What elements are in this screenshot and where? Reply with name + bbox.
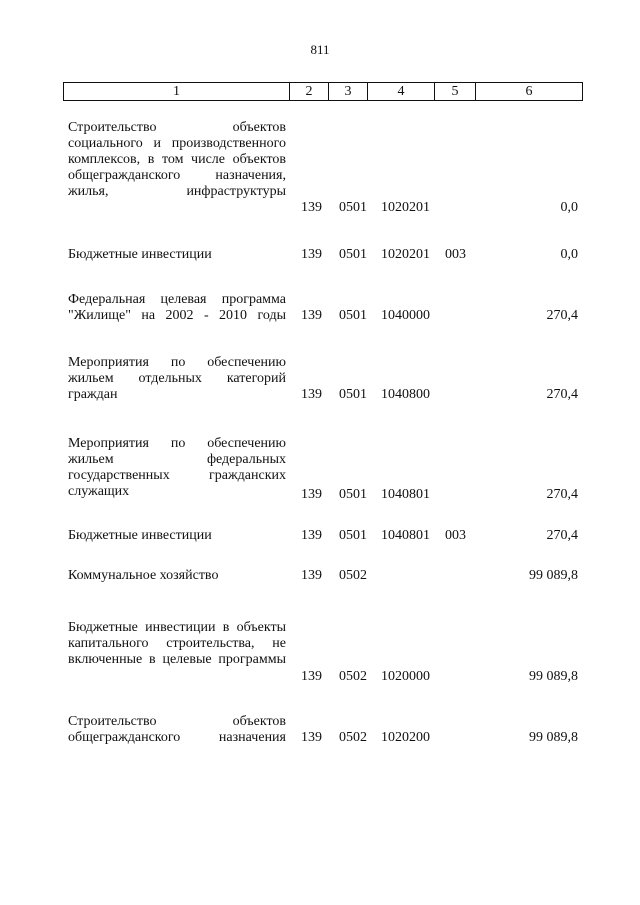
row-col-6: 99 089,8 bbox=[529, 730, 578, 745]
row-col-4: 1040801 bbox=[381, 487, 430, 502]
row-col-4: 1040801 bbox=[381, 528, 430, 543]
table-row bbox=[0, 528, 640, 544]
table-row bbox=[0, 436, 640, 500]
table-header bbox=[63, 82, 583, 101]
header-col-4: 4 bbox=[368, 83, 435, 101]
row-description: Коммунальное хозяйство bbox=[68, 568, 219, 583]
row-col-6: 99 089,8 bbox=[529, 669, 578, 684]
table-row bbox=[0, 247, 640, 263]
row-col-6: 270,4 bbox=[546, 487, 578, 502]
row-description: Строительство объектов общегражданского назначения bbox=[68, 714, 286, 745]
row-col-4: 1020201 bbox=[381, 247, 430, 262]
header-col-6: 6 bbox=[476, 83, 583, 101]
row-col-3: 0501 bbox=[339, 247, 367, 262]
table-row bbox=[0, 620, 640, 684]
row-description: Строительство объектов социального и производственного комплексов, в том числе объектов общегражданского назначения, жилья, инфраструктуры bbox=[68, 120, 286, 199]
row-col-2: 139 bbox=[301, 487, 322, 502]
page-number: 811 bbox=[310, 42, 330, 57]
row-col-2: 139 bbox=[301, 730, 322, 745]
table-row bbox=[0, 568, 640, 584]
row-description: Бюджетные инвестиции bbox=[68, 528, 212, 543]
table-row bbox=[0, 355, 640, 403]
header-col-2: 2 bbox=[290, 83, 329, 101]
table-row bbox=[0, 292, 640, 324]
table-row bbox=[0, 714, 640, 746]
row-col-6: 0,0 bbox=[560, 200, 578, 215]
row-col-5: 003 bbox=[445, 528, 466, 543]
row-col-4: 1020201 bbox=[381, 200, 430, 215]
row-col-6: 270,4 bbox=[546, 308, 578, 323]
row-description: Бюджетные инвестиции в объекты капитального строительства, не включенные в целевые программы bbox=[68, 620, 286, 667]
row-col-3: 0502 bbox=[339, 669, 367, 684]
row-col-3: 0501 bbox=[339, 487, 367, 502]
row-col-4: 1040800 bbox=[381, 387, 430, 402]
header-col-3: 3 bbox=[329, 83, 368, 101]
row-col-4: 1020200 bbox=[381, 730, 430, 745]
row-col-2: 139 bbox=[301, 308, 322, 323]
row-col-6: 270,4 bbox=[546, 528, 578, 543]
row-description: Бюджетные инвестиции bbox=[68, 247, 212, 262]
header-col-5: 5 bbox=[435, 83, 476, 101]
row-col-2: 139 bbox=[301, 568, 322, 583]
row-col-3: 0501 bbox=[339, 528, 367, 543]
row-description: Мероприятия по обеспечению жильем федеральных государственных гражданских служащих bbox=[68, 436, 286, 499]
row-col-5: 003 bbox=[445, 247, 466, 262]
row-description: Мероприятия по обеспечению жильем отдельных категорий граждан bbox=[68, 355, 286, 402]
row-col-4: 1040000 bbox=[381, 308, 430, 323]
row-col-2: 139 bbox=[301, 247, 322, 262]
row-col-3: 0502 bbox=[339, 568, 367, 583]
row-col-3: 0502 bbox=[339, 730, 367, 745]
row-col-3: 0501 bbox=[339, 387, 367, 402]
row-col-2: 139 bbox=[301, 200, 322, 215]
row-col-3: 0501 bbox=[339, 200, 367, 215]
row-col-2: 139 bbox=[301, 669, 322, 684]
row-col-6: 270,4 bbox=[546, 387, 578, 402]
row-col-3: 0501 bbox=[339, 308, 367, 323]
row-col-6: 99 089,8 bbox=[529, 568, 578, 583]
row-col-4: 1020000 bbox=[381, 669, 430, 684]
header-col-1: 1 bbox=[64, 83, 290, 101]
row-col-2: 139 bbox=[301, 528, 322, 543]
row-col-2: 139 bbox=[301, 387, 322, 402]
table-row bbox=[0, 120, 640, 216]
row-description: Федеральная целевая программа "Жилище" на 2002 - 2010 годы bbox=[68, 292, 286, 323]
row-col-6: 0,0 bbox=[560, 247, 578, 262]
